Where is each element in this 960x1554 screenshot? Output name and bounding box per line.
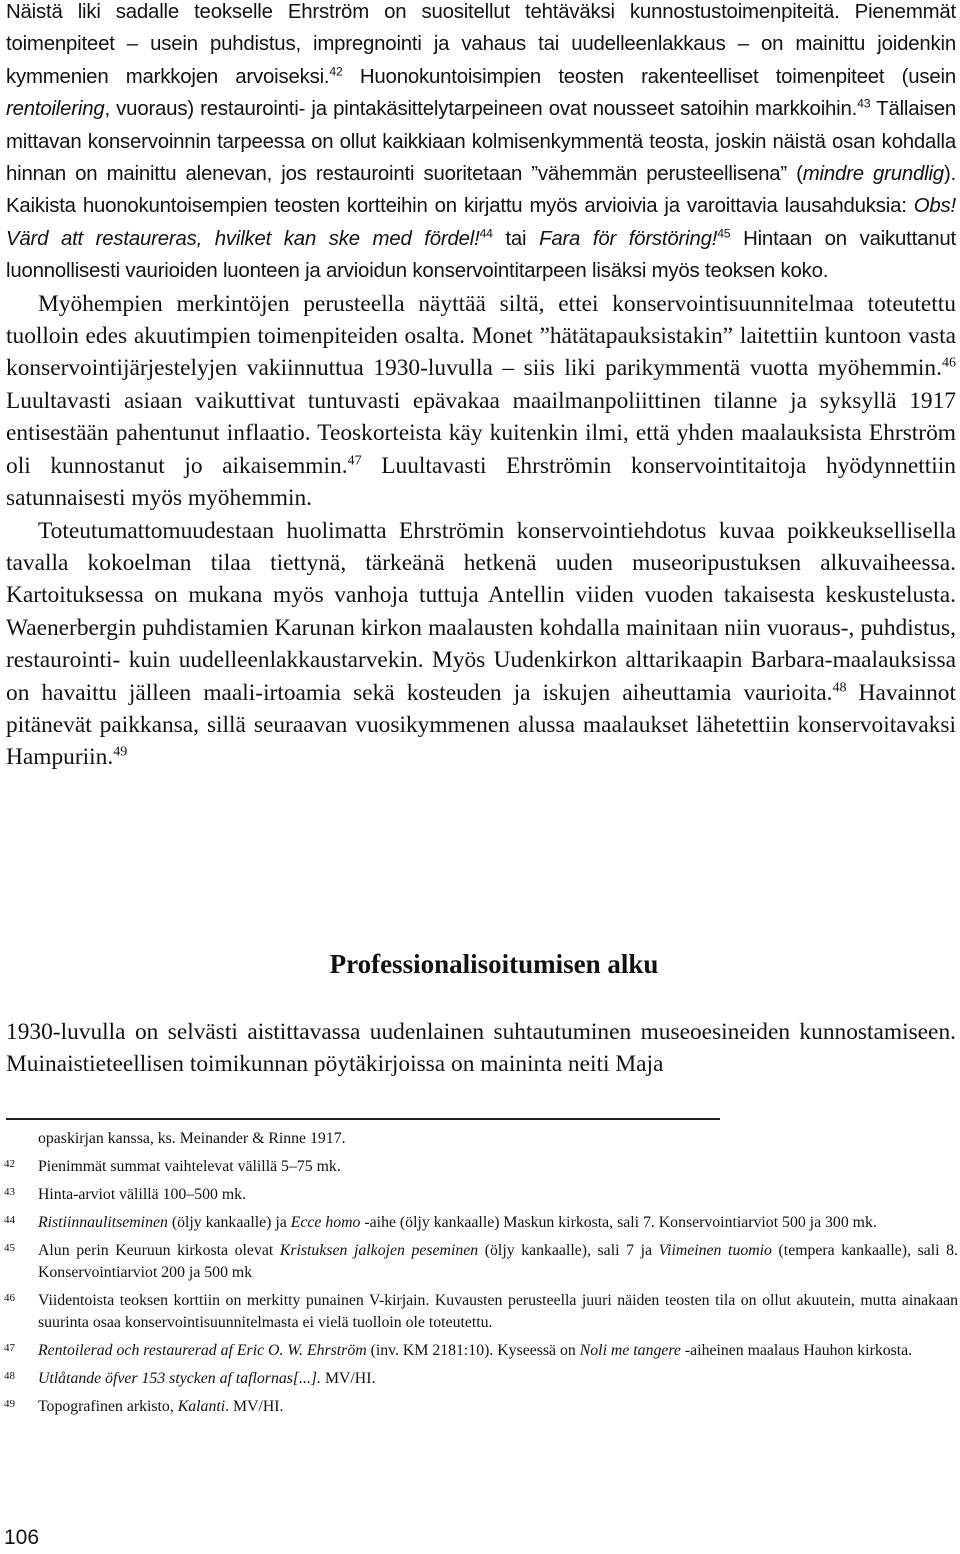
footnote-italic: Utlåtande öfver 153 stycken af taflornas[...]. — [38, 1370, 321, 1387]
footnote-text: Alun perin Keuruun kirkosta olevat — [38, 1242, 280, 1259]
text-span: 1930-luvulla on selvästi aistittavassa uudenlainen suhtautuminen museoesineiden kunnostamiseen. Muinaistieteellisen toimikunnan pöytäkirjoissa on maininta neiti Maja — [6, 1019, 956, 1078]
body-text-lower — [6, 1016, 956, 1081]
footnote-text: (tempera kankaalle), sali 8. Konservointiarviot 200 ja 500 mk — [38, 1242, 958, 1281]
italic-term: mindre grundlig — [802, 163, 944, 186]
text-span: Havainnot pitänevät paikkansa, sillä seuraavan vuosikymmenen alussa maalaukset lähetettiin konservoitavaksi Hampuriin. — [6, 679, 956, 771]
footnote-italic: Rentoilerad och restaurerad af Eric O. W. Ehrström — [38, 1342, 367, 1359]
footnote-italic: Ecce homo — [290, 1214, 361, 1231]
footnote-48 — [0, 1368, 960, 1390]
footnote-ref-48: 48 — [832, 678, 847, 695]
text-span: Näistä liki sadalle teokselle Ehrström on suositellut tehtäväksi kunnostustoimenpiteitä. Pienemmät toimenpiteet – usein puhdistus, impregnointi ja vahaus tai uudelleenlakkaus – on mainittu joidenkin kymmenien markkojen arvoiseksi. — [6, 1, 956, 88]
paragraph-3 — [6, 515, 956, 774]
footnote-text: (öljy kankaalle), sali 7 ja — [478, 1242, 659, 1259]
footnote-ref-45: 45 — [717, 226, 731, 241]
footnote-number: 44 — [4, 1214, 15, 1226]
footnote-46 — [0, 1290, 960, 1334]
footnote-ref-42: 42 — [329, 64, 343, 79]
footnote-text: -aiheinen maalaus Hauhon kirkosta. — [680, 1342, 913, 1359]
text-span: tai — [492, 227, 540, 250]
footnote-text: . MV/HI. — [225, 1398, 284, 1415]
italic-quote: Obs! Värd att restaureras, hvilket kan ske med fördel! — [6, 195, 956, 250]
footnote-text: Viidentoista teoksen korttiin on merkitty punainen V-kirjain. Kuvausten perusteella juuri näiden teosten tila on ollut akuutein, mutta ainakaan suurinta osaa konservointisuunnitelmasta ei vielä tuolloin ole toteutettu. — [38, 1292, 958, 1331]
section-heading: Professionalisoitumisen alku — [329, 949, 659, 979]
footnote-42 — [0, 1156, 960, 1178]
footnote-ref-46: 46 — [941, 354, 956, 371]
footnote-text: Pienimmät summat vaihtelevat välillä 5–75 mk. — [38, 1158, 341, 1175]
text-span: Huonokuntoisimpien teosten rakenteelliset toimenpiteet (usein — [342, 65, 956, 88]
footnote-text: Topografinen arkisto, — [38, 1398, 178, 1415]
footnote-number: 45 — [4, 1242, 15, 1254]
footnote-ref-43: 43 — [857, 96, 871, 111]
italic-term: rentoilering — [6, 98, 105, 121]
footnotes — [0, 1128, 960, 1424]
footnote-italic: Ristiinnaulitseminen — [38, 1214, 168, 1231]
body-text-upper — [6, 0, 956, 774]
footnote-number: 47 — [4, 1342, 15, 1354]
footnote-italic: Kalanti — [177, 1398, 226, 1415]
text-span: Luultavasti Ehrströmin konservointitaitoja hyödynnettiin satunnaisesti myös myöhemmin. — [6, 452, 956, 512]
footnote-ref-49: 49 — [113, 743, 128, 760]
footnote-italic: Viimeinen tuomio — [658, 1242, 772, 1259]
footnote-45 — [0, 1240, 960, 1284]
footnote-number: 48 — [4, 1370, 15, 1382]
footnote-44 — [0, 1212, 960, 1234]
footnote-49 — [0, 1396, 960, 1418]
footnote-ref-44: 44 — [479, 226, 493, 241]
paragraph-4 — [6, 1016, 956, 1081]
footnote-italic: Kristuksen jalkojen peseminen — [279, 1242, 479, 1259]
paragraph-2 — [6, 288, 956, 515]
footnote-ref-47: 47 — [347, 451, 362, 468]
text-span: Toteutumattomuudestaan huolimatta Ehrströmin konservointiehdotus kuvaa poikkeuksellisella tavalla kokoelman tilaa tiettynä, tärkeänä hetkenä uuden museoripustuksen alkuvaiheessa. Kartoituksessa on mukana myös vanhoja tuttuja Antellin viiden vuoden takaisesta keskustelusta. Waenerbergin puhdistamien Karunan kirkon maalausten kohdalla mainitaan niin vuoraus-, puhdistus, restaurointi- kuin uudelleenlakkaustarvekin. Myös Uudenkirkon alttarikaapin Barbara-maalauksissa on havaittu jälleen maali-irtoamia sekä kosteuden ja iskujen aiheuttamia vaurioita. — [6, 517, 956, 706]
footnote-number: 49 — [4, 1398, 15, 1410]
footnote-continuation: opaskirjan kanssa, ks. Meinander & Rinne 1917. — [38, 1130, 346, 1147]
footnote-text: Hinta-arviot välillä 100–500 mk. — [38, 1186, 246, 1203]
footnote-divider — [6, 1118, 720, 1120]
page-number: 106 — [4, 1526, 40, 1549]
text-span: Tällaisen mittavan konservoinnin tarpeessa on ollut kaikkiaan kolmisenkymmentä teosta, joskin näistä osan kohdalla hinnan on mainittu alenevan, jos restaurointi suoritetaan ”vähemmän perusteellisena” ( — [6, 98, 956, 186]
footnote-text: (öljy kankaalle) ja — [167, 1214, 291, 1231]
footnote-number: 46 — [4, 1292, 15, 1304]
text-span: Myöhempien merkintöjen perusteella näyttää siltä, ettei konservointisuunnitelmaa toteutettu tuolloin edes akuutimpien toimenpiteiden osalta. Monet ”hätätapauksistakin” laitettiin kuntoon vasta konservointijärjestelyjen vakiinnuttua 1930-luvulla – siis liki parikymmentä vuotta myöhemmin. — [6, 290, 956, 382]
footnote-number: 42 — [4, 1158, 15, 1170]
text-span: ). Kaikista huonokuntoisempien teosten kortteihin on kirjattu myös arvioivia ja varoittavia lausahduksia: — [6, 163, 957, 218]
text-span: Hintaan on vaikuttanut luonnollisesti vaurioiden luonteen ja arvioidun konservointitarpeen lisäksi myös teoksen koko. — [6, 227, 956, 283]
footnote-number: 43 — [4, 1186, 15, 1198]
footnote-italic: Noli me tangere — [579, 1342, 681, 1359]
footnote-text: (inv. KM 2181:10). Kyseessä on — [366, 1342, 580, 1359]
italic-quote: Fara för förstöring! — [539, 227, 718, 250]
footnote-43 — [0, 1184, 960, 1206]
footnote-47 — [0, 1340, 960, 1362]
footnote-text: MV/HI. — [321, 1370, 376, 1387]
text-span: , vuoraus) restaurointi- ja pintakäsittelytarpeineen ovat nousseet satoihin markkoihin. — [104, 98, 858, 121]
footnote-text: -aihe (öljy kankaalle) Maskun kirkosta, sali 7. Konservointiarviot 500 ja 300 mk. — [360, 1214, 877, 1231]
paragraph-1 — [6, 0, 956, 288]
text-span: Luultavasti asiaan vaikuttivat tuntuvasti epävakaa maailmanpoliittinen tilanne ja syksyllä 1917 entisestään pahentunut inflaatio. Teoskorteista käy kuitenkin ilmi, että yhden maalauksista Ehrström oli kunnostanut jo aikaisemmin. — [6, 387, 956, 479]
